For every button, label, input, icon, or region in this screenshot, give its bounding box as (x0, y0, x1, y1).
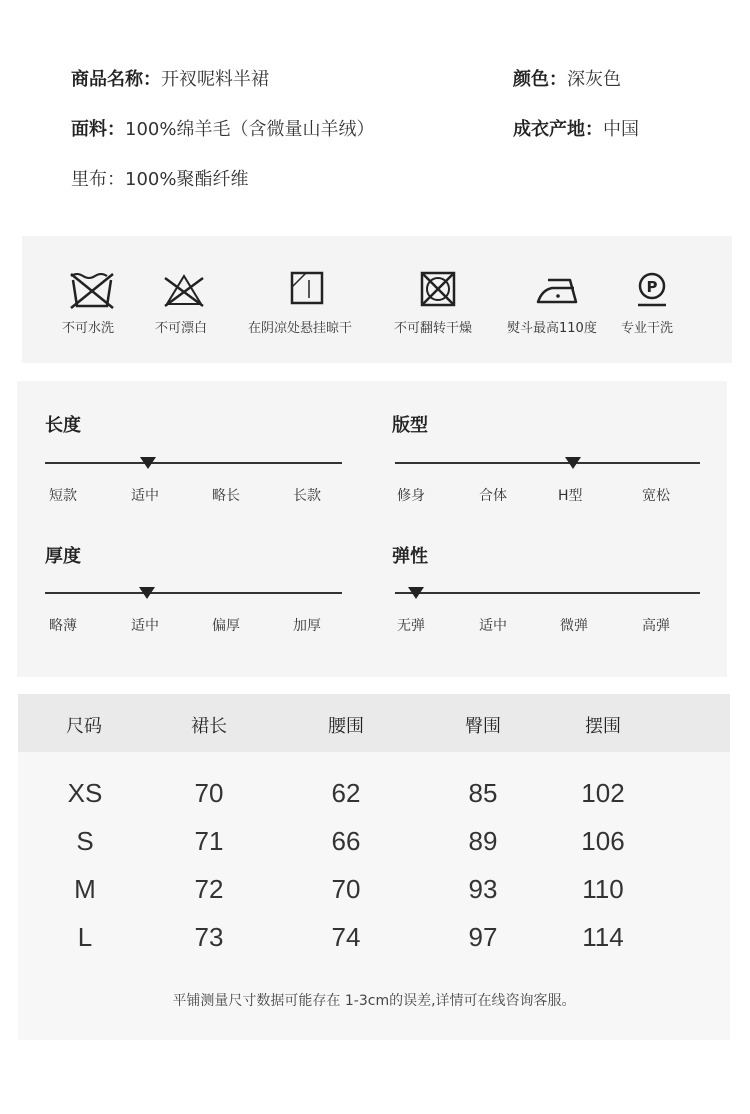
silhouette-option: 修身 (397, 488, 425, 504)
hip-cell: 89 (468, 826, 498, 856)
silhouette-marker (565, 457, 581, 469)
product-name (71, 65, 269, 91)
color-value: 深灰色 (567, 69, 621, 90)
fit-attributes-panel (17, 381, 727, 677)
thickness-option: 偏厚 (212, 618, 240, 634)
hem-cell: 114 (582, 922, 624, 952)
product-origin (513, 115, 639, 141)
hem-cell: 106 (581, 826, 625, 856)
care-label: 不可水洗 (62, 321, 115, 336)
separator: ： (107, 169, 125, 190)
product-fabric (71, 115, 374, 141)
size-table (18, 694, 730, 1040)
column-header: 腰围 (328, 716, 364, 737)
origin-value: 中国 (603, 119, 639, 140)
thickness-scale (45, 592, 342, 594)
hem-cell: 110 (582, 874, 624, 904)
length-scale (45, 462, 342, 464)
silhouette-option: H型 (558, 488, 583, 504)
professional-dry-clean-icon (627, 270, 677, 310)
product-color (513, 65, 621, 91)
size-cell: S (76, 826, 94, 856)
length-cell: 70 (194, 778, 224, 808)
shade-hang-dry-icon (282, 270, 332, 310)
care-label: 专业干洗 (621, 321, 674, 336)
no-bleach-icon (159, 270, 209, 310)
iron-icon (534, 270, 584, 310)
silhouette-scale (395, 462, 700, 464)
elasticity-title: 弹性 (392, 546, 428, 567)
length-option: 适中 (131, 488, 159, 504)
separator: ： (107, 119, 125, 140)
column-header: 臀围 (465, 716, 501, 737)
length-cell: 73 (194, 922, 224, 952)
color-label: 颜色 (513, 69, 549, 90)
svg-text:P: P (646, 278, 658, 296)
measurement-note: 平铺测量尺寸数据可能存在 1-3cm的误差,详情可在线咨询客服。 (172, 993, 576, 1009)
elasticity-option: 适中 (479, 618, 507, 634)
length-cell: 71 (194, 826, 224, 856)
lining-label: 里布 (71, 169, 107, 190)
size-cell: XS (67, 778, 103, 808)
length-marker (140, 457, 156, 469)
column-header: 摆围 (585, 716, 621, 737)
length-title: 长度 (45, 415, 81, 436)
no-wash-icon (67, 270, 117, 310)
fabric-value: 100%绵羊毛（含微量山羊绒） (125, 119, 375, 140)
hip-cell: 93 (468, 874, 498, 904)
care-label: 不可漂白 (155, 321, 208, 336)
fabric-label: 面料 (71, 119, 107, 140)
silhouette-option: 合体 (479, 488, 507, 504)
column-header: 裙长 (191, 716, 227, 737)
product-name-value: 开衩呢料半裙 (161, 69, 269, 90)
length-option: 短款 (49, 488, 77, 504)
column-header: 尺码 (66, 716, 102, 737)
length-option: 略长 (212, 488, 240, 504)
product-name-label: 商品名称 (71, 69, 143, 90)
elasticity-option: 微弹 (560, 618, 588, 634)
separator: ： (585, 119, 603, 140)
waist-cell: 62 (331, 778, 361, 808)
thickness-option: 适中 (131, 618, 159, 634)
separator: ： (143, 69, 161, 90)
size-table-header (18, 694, 730, 752)
hip-cell: 85 (468, 778, 498, 808)
waist-cell: 66 (331, 826, 361, 856)
thickness-option: 加厚 (293, 618, 321, 634)
elasticity-scale (395, 592, 700, 594)
care-label: 在阴凉处悬挂晾干 (248, 321, 353, 336)
care-label: 不可翻转干燥 (394, 321, 473, 336)
care-label: 熨斗最高110度 (507, 321, 597, 336)
separator: ： (549, 69, 567, 90)
length-option: 长款 (293, 488, 321, 504)
lining-value: 100%聚酯纤维 (125, 169, 249, 190)
waist-cell: 74 (331, 922, 361, 952)
hem-cell: 102 (581, 778, 625, 808)
size-cell: L (77, 922, 93, 952)
elasticity-marker (408, 587, 424, 599)
care-instructions-panel (22, 236, 732, 363)
thickness-title: 厚度 (45, 546, 81, 567)
silhouette-title: 版型 (392, 415, 428, 436)
thickness-option: 略薄 (49, 618, 77, 634)
product-lining (71, 165, 248, 191)
elasticity-option: 无弹 (397, 618, 425, 634)
length-cell: 72 (194, 874, 224, 904)
waist-cell: 70 (331, 874, 361, 904)
thickness-marker (139, 587, 155, 599)
no-tumble-dry-icon (414, 270, 464, 310)
silhouette-option: 宽松 (642, 488, 670, 504)
origin-label: 成衣产地 (513, 119, 585, 140)
hip-cell: 97 (468, 922, 498, 952)
elasticity-option: 高弹 (642, 618, 670, 634)
size-cell: M (74, 874, 96, 904)
